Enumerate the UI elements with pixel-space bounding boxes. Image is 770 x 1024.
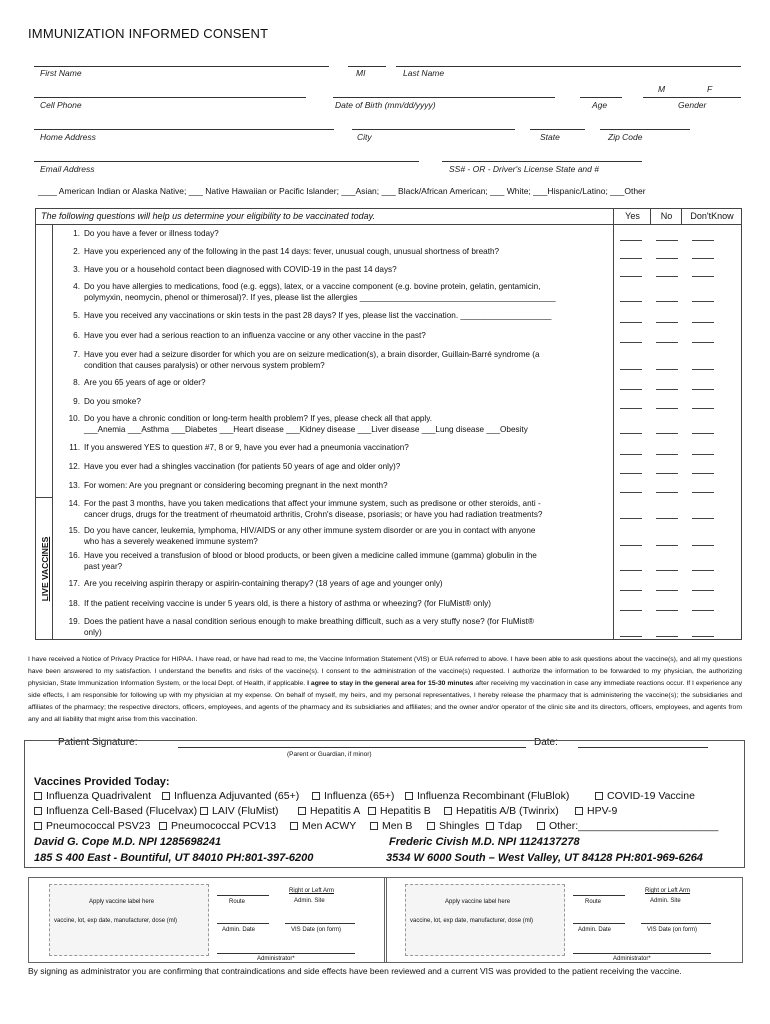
answer-no-q12[interactable] xyxy=(656,473,678,474)
vaccine-option-influenza-65[interactable]: Influenza (65+) xyxy=(312,790,394,802)
date-label: Date: xyxy=(534,737,558,748)
answer-dont-know-q1[interactable] xyxy=(692,240,714,241)
signature-subtext: (Parent or Guardian, if minor) xyxy=(287,751,372,758)
answer-no-q5[interactable] xyxy=(656,322,678,323)
vaccine-option-men-b[interactable]: Men B xyxy=(370,820,412,832)
question-16: 16. Have you received a transfusion of blood or blood products, or been given a medicine called immune (gamma) globulin in the past year? xyxy=(68,551,537,571)
answer-dont-know-q13[interactable] xyxy=(692,492,714,493)
vaccines-provided-box xyxy=(24,740,745,868)
last-name-label: Last Name xyxy=(403,68,445,78)
vaccine-option-laiv-flumist[interactable]: LAIV (FluMist) xyxy=(200,805,279,817)
route-label: Route xyxy=(229,899,246,905)
answer-no-q1[interactable] xyxy=(656,240,678,241)
checkbox-icon[interactable] xyxy=(595,792,603,800)
vaccine-option-covid-19-vaccine[interactable]: COVID-19 Vaccine xyxy=(595,790,695,802)
answer-dont-know-q5[interactable] xyxy=(692,322,714,323)
answer-no-q2[interactable] xyxy=(656,258,678,259)
vis-date-label: VIS Date (on form) xyxy=(647,927,698,933)
answer-no-q19[interactable] xyxy=(656,636,678,637)
admin-date-label: Admin. Date xyxy=(222,927,256,933)
answer-yes-q11[interactable] xyxy=(620,454,642,455)
checkbox-icon[interactable] xyxy=(162,792,170,800)
question-19: 19. Does the patient have a nasal condition serious enough to make breathing difficult, such as a very stuffy nose? (for FluMist® only) xyxy=(68,617,534,637)
administrator-label: Administrator* xyxy=(257,956,295,962)
checkbox-icon[interactable] xyxy=(290,822,298,830)
question-15: 15. Do you have cancer, leukemia, lymphoma, HIV/AIDS or any other immune system disorder or are you in contact with anyone who has a severely weakened immune system? xyxy=(68,526,536,546)
answer-no-q7[interactable] xyxy=(656,369,678,370)
vaccine-label-box-2 xyxy=(384,877,743,963)
answer-dont-know-q15[interactable] xyxy=(692,545,714,546)
vaccine-option-hpv-9[interactable]: HPV-9 xyxy=(575,805,617,817)
answer-dont-know-q16[interactable] xyxy=(692,570,714,571)
live-vaccines-label: LIVE VACCINES xyxy=(40,536,50,602)
page-title: IMMUNIZATION INFORMED CONSENT xyxy=(28,26,269,41)
question-11: 11. If you answered YES to question #7, 8 or 9, have you ever had a pneumonia vaccination? xyxy=(69,443,409,452)
answer-dont-know-q9[interactable] xyxy=(692,408,714,409)
lot-info-text: vaccine, lot, exp date, manufacturer, dose (ml) xyxy=(54,918,178,924)
vaccine-option-hepatitis-a-b-twinrix[interactable]: Hepatitis A/B (Twinrix) xyxy=(444,805,559,817)
eligibility-questions-table xyxy=(35,208,742,640)
answer-yes-q14[interactable] xyxy=(620,518,642,519)
answer-dont-know-q2[interactable] xyxy=(692,258,714,259)
ss-label: SS# - OR - Driver's License State and # xyxy=(449,164,599,174)
doctor-1-name: David G. Cope M.D. NPI 1285698241 xyxy=(34,836,222,848)
checkbox-icon[interactable] xyxy=(159,822,167,830)
answer-yes-q6[interactable] xyxy=(620,342,642,343)
patient-signature-label: Patient Signature: xyxy=(58,737,138,748)
question-13: 13. For women: Are you pregnant or considering becoming pregnant in the next month? xyxy=(68,481,388,490)
vaccine-option-hepatitis-b[interactable]: Hepatitis B xyxy=(368,805,431,817)
answer-yes-q13[interactable] xyxy=(620,492,642,493)
vaccine-option-other[interactable]: Other:________________________ xyxy=(537,820,718,832)
email-label: Email Address xyxy=(40,164,95,174)
gender-label: Gender xyxy=(678,100,707,110)
checkbox-icon[interactable] xyxy=(444,807,452,815)
answer-yes-q15[interactable] xyxy=(620,545,642,546)
answer-yes-q10[interactable] xyxy=(620,433,642,434)
apply-label-text: Apply vaccine label here xyxy=(89,899,155,905)
answer-dont-know-q18[interactable] xyxy=(692,610,714,611)
answer-dont-know-q12[interactable] xyxy=(692,473,714,474)
answer-yes-q18[interactable] xyxy=(620,610,642,611)
checkbox-icon[interactable] xyxy=(34,822,42,830)
answer-no-q16[interactable] xyxy=(656,570,678,571)
answer-yes-q3[interactable] xyxy=(620,276,642,277)
question-14: 14. For the past 3 months, have you taken medications that affect your immune system, such as predisone or other steroids, anti - cancer drugs, drugs for the treatment of rheumatoid arthritis, Crohn's disease, psoriasis; or have you had radiation treatments? xyxy=(68,499,543,519)
gender-f-label: F xyxy=(707,84,713,94)
checkbox-icon[interactable] xyxy=(405,792,413,800)
answer-yes-q19[interactable] xyxy=(620,636,642,637)
mi-label: MI xyxy=(356,68,366,78)
answer-dont-know-q11[interactable] xyxy=(692,454,714,455)
vis-date-label: VIS Date (on form) xyxy=(291,927,342,933)
admin-date-label: Admin. Date xyxy=(578,927,612,933)
answer-dont-know-q14[interactable] xyxy=(692,518,714,519)
demographics-line: ____ American Indian or Alaska Native; ___ Native Hawaiian or Pacific Islander; ___Asian; ___ Black/African American; ___ White; ___Hispanic/Latino; ___Other xyxy=(38,186,646,196)
route-label: Route xyxy=(585,899,602,905)
state-label: State xyxy=(540,132,560,142)
vaccine-option-influenza-cell-based-flucelvax[interactable]: Influenza Cell-Based (Flucelvax) xyxy=(34,805,197,817)
apply-label-text: Apply vaccine label here xyxy=(445,899,511,905)
answer-no-q13[interactable] xyxy=(656,492,678,493)
vaccine-option-influenza-quadrivalent[interactable]: Influenza Quadrivalent xyxy=(34,790,151,802)
answer-yes-q2[interactable] xyxy=(620,258,642,259)
answer-no-q9[interactable] xyxy=(656,408,678,409)
cell-phone-label: Cell Phone xyxy=(40,100,82,110)
questions-header-text: The following questions will help us determine your eligibility to be vaccinated today. xyxy=(41,211,376,221)
checkbox-icon[interactable] xyxy=(575,807,583,815)
city-label: City xyxy=(357,132,372,142)
vaccine-option-influenza-adjuvanted-65[interactable]: Influenza Adjuvanted (65+) xyxy=(162,790,299,802)
answer-yes-q16[interactable] xyxy=(620,570,642,571)
answer-no-q18[interactable] xyxy=(656,610,678,611)
answer-dont-know-q6[interactable] xyxy=(692,342,714,343)
answer-yes-q17[interactable] xyxy=(620,590,642,591)
dont-know-column-header: Don'tKnow xyxy=(690,211,734,221)
question-18: 18. If the patient receiving vaccine is under 5 years old, is there a history of asthma or wheezing? (for FluMist® only) xyxy=(68,599,491,608)
admin-site-label: Admin. Site xyxy=(650,898,681,904)
age-label: Age xyxy=(592,100,608,110)
answer-no-q4[interactable] xyxy=(656,301,678,302)
footer-statement: By signing as administrator you are confirming that contraindications and side effects have been reviewed and a current VIS was provided to the patient receiving the vaccine. xyxy=(28,966,682,976)
question-6: 6. Have you ever had a serious reaction to an influenza vaccine or any other vaccine in the past? xyxy=(73,331,426,340)
checkbox-icon[interactable] xyxy=(370,822,378,830)
doctor-1-address: 185 S 400 East - Bountiful, UT 84010 PH:801-397-6200 xyxy=(34,852,314,864)
vaccine-option-tdap[interactable]: Tdap xyxy=(486,820,522,832)
no-column-header: No xyxy=(660,211,673,221)
answer-yes-q7[interactable] xyxy=(620,369,642,370)
first-name-label: First Name xyxy=(40,68,82,78)
checkbox-icon[interactable] xyxy=(368,807,376,815)
doctor-2-address: 3534 W 6000 South – West Valley, UT 84128 PH:801-969-6264 xyxy=(386,852,703,864)
question-17: 17. Are you receiving aspirin therapy or aspirin-containing therapy? (18 years of age and younger only) xyxy=(68,579,443,588)
checkbox-icon[interactable] xyxy=(537,822,545,830)
vaccine-label-box-1 xyxy=(28,877,387,963)
checkbox-icon[interactable] xyxy=(486,822,494,830)
questions-header xyxy=(36,209,741,225)
answer-no-q8[interactable] xyxy=(656,389,678,390)
vaccines-provided-title: Vaccines Provided Today: xyxy=(34,776,170,788)
answer-no-q10[interactable] xyxy=(656,433,678,434)
answer-yes-q1[interactable] xyxy=(620,240,642,241)
answer-yes-q8[interactable] xyxy=(620,389,642,390)
answer-dont-know-q8[interactable] xyxy=(692,389,714,390)
question-12: 12. Have you ever had a shingles vaccination (for patients 50 years of age and older only)? xyxy=(68,462,401,471)
question-7: 7. Have you ever had a seizure disorder for which you are on seizure medication(s), a brain disorder, Guillain-Barré syndrome (a condition that causes paralysis) or other nervous system problem? xyxy=(73,350,540,370)
question-2: 2. Have you experienced any of the following in the past 14 days: fever, unusual cough, unusual shortness of breath? xyxy=(73,247,500,256)
checkbox-icon[interactable] xyxy=(312,792,320,800)
answer-no-q17[interactable] xyxy=(656,590,678,591)
question-3: 3. Have you or a household contact been diagnosed with COVID-19 in the past 14 days? xyxy=(73,265,397,274)
home-address-label: Home Address xyxy=(40,132,96,142)
checkbox-icon[interactable] xyxy=(427,822,435,830)
answer-no-q11[interactable] xyxy=(656,454,678,455)
question-10: 10. Do you have a chronic condition or long-term health problem? If yes, please check all that apply. ___Anemia ___Asthma ___Diabetes ___Heart disease ___Kidney disease ___Liver disease ___Lung disease ___Obesity xyxy=(68,414,528,434)
answer-dont-know-q19[interactable] xyxy=(692,636,714,637)
question-8: 8. Are you 65 years of age or older? xyxy=(73,378,206,387)
arm-label: Right or Left Arm xyxy=(289,888,335,894)
answer-dont-know-q7[interactable] xyxy=(692,369,714,370)
admin-site-label: Admin. Site xyxy=(294,898,325,904)
yes-column-header: Yes xyxy=(625,211,640,221)
question-1: 1. Do you have a fever or illness today? xyxy=(73,229,219,238)
checkbox-icon[interactable] xyxy=(34,807,42,815)
arm-label: Right or Left Arm xyxy=(645,888,691,894)
answer-no-q14[interactable] xyxy=(656,518,678,519)
vaccine-option-men-acwy[interactable]: Men ACWY xyxy=(290,820,356,832)
administrator-label: Administrator* xyxy=(613,956,651,962)
answer-yes-q12[interactable] xyxy=(620,473,642,474)
doctor-2-name: Frederic Civish M.D. NPI 1124137278 xyxy=(389,836,580,848)
checkbox-icon[interactable] xyxy=(298,807,306,815)
answer-no-q3[interactable] xyxy=(656,276,678,277)
answer-dont-know-q17[interactable] xyxy=(692,590,714,591)
checkbox-icon[interactable] xyxy=(34,792,42,800)
answer-yes-q4[interactable] xyxy=(620,301,642,302)
answer-no-q6[interactable] xyxy=(656,342,678,343)
gender-m-label: M xyxy=(658,84,666,94)
question-9: 9. Do you smoke? xyxy=(73,397,141,406)
question-5: 5. Have you received any vaccinations or skin tests in the past 28 days? If yes, please list the vaccination. ____________________ xyxy=(73,311,552,320)
answer-dont-know-q10[interactable] xyxy=(692,433,714,434)
vaccine-option-pneumococcal-psv23[interactable]: Pneumococcal PSV23 xyxy=(34,820,150,832)
dob-label: Date of Birth (mm/dd/yyyy) xyxy=(335,100,436,110)
vaccine-option-shingles[interactable]: Shingles xyxy=(427,820,479,832)
answer-dont-know-q3[interactable] xyxy=(692,276,714,277)
answer-no-q15[interactable] xyxy=(656,545,678,546)
question-4: 4. Do you have allergies to medications, food (e.g. eggs), latex, or a vaccine component (e.g. bovine protein, gelatin, gentamicin, polymyxin, neomycin, phenol or thimerosal)?. If yes, please list the allergies ___________________________________________ xyxy=(73,282,556,302)
zip-label: Zip Code xyxy=(608,132,643,142)
vaccine-option-hepatitis-a[interactable]: Hepatitis A xyxy=(298,805,360,817)
vaccine-option-pneumococcal-pcv13[interactable]: Pneumococcal PCV13 xyxy=(159,820,276,832)
lot-info-text: vaccine, lot, exp date, manufacturer, dose (ml) xyxy=(410,918,534,924)
answer-yes-q9[interactable] xyxy=(620,408,642,409)
answer-yes-q5[interactable] xyxy=(620,322,642,323)
consent-paragraph: I have received a Notice of Privacy Practice for HIPAA. I have read, or have had read to me, the Vaccine Information Statement (VIS) or EUA referred to above. I have been able to ask questions about the vaccine(s), and all my questions have been answered to my satisfaction. I understand the benefits and risks of the vaccine(s). I consent to the administration of the vaccine(s) requested. I authorize the information to be forwarded to my physician, the authorizing physician, State Immunization Information System, or the local Dept. of Health, if applicable. I agree to stay in the general area for 15-30 minutes after receiving my vaccination in case any immediate reactions occur. If I experience any side effects, I am responsible for following up with my physician at my expense. On behalf of myself, my heirs, and my personal representatives, I hereby release the pharmacy that is administering the vaccine(s); the subsidiaries and affiliates of the pharmacy; the respective directors, officers, employees, and agents of the pharmacy and its subsidiaries and affiliates; and the owner and/or operator of the clinic site and its directors, officers, employees, and agents from any and all liability that might arise from this vaccination. xyxy=(28,656,743,723)
checkbox-icon[interactable] xyxy=(200,807,208,815)
vaccine-option-influenza-recombinant-flublok[interactable]: Influenza Recombinant (FluBlok) xyxy=(405,790,569,802)
answer-dont-know-q4[interactable] xyxy=(692,301,714,302)
